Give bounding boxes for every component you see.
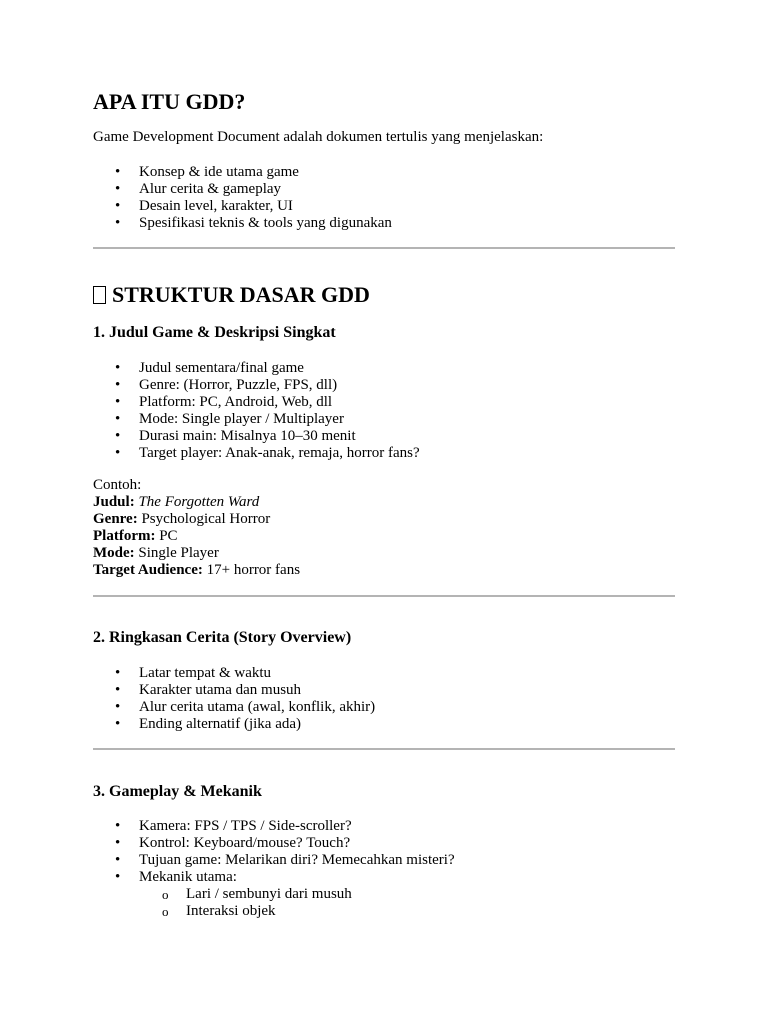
- bullet-icon: •: [115, 835, 121, 851]
- subsection-title-gameplay: 3. Gameplay & Mekanik: [93, 783, 262, 800]
- list-item: • Mode: Single player / Multiplayer: [115, 411, 344, 427]
- list-item: • Target player: Anak-anak, remaja, horror fans?: [115, 445, 420, 461]
- list-item: • Kamera: FPS / TPS / Side-scroller?: [115, 818, 352, 834]
- bullet-icon: •: [115, 360, 121, 376]
- bullet-icon: •: [115, 445, 121, 461]
- example-mode: Mode: Single Player: [93, 545, 219, 561]
- gdd-contents-list: [93, 164, 675, 232]
- example-genre: Genre: Psychological Horror: [93, 511, 271, 527]
- bullet-icon: •: [115, 699, 121, 715]
- list-item: • Latar tempat & waktu: [115, 665, 272, 681]
- list-item: o Interaksi objek: [162, 903, 276, 919]
- list-item: • Mekanik utama:: [115, 869, 237, 885]
- list-item: • Durasi main: Misalnya 10–30 menit: [115, 428, 356, 444]
- section-title-apa-itu-gdd: APA ITU GDD?: [93, 89, 246, 114]
- bullet-icon: •: [115, 428, 121, 444]
- gameplay-list: [93, 818, 675, 886]
- example-label: Contoh:: [93, 477, 142, 493]
- list-item: o Lari / sembunyi dari musuh: [162, 886, 352, 902]
- list-item: • Ending alternatif (jika ada): [115, 716, 302, 732]
- bullet-icon: •: [115, 818, 121, 834]
- bullet-icon: •: [115, 181, 121, 197]
- divider: [93, 247, 675, 249]
- circle-bullet-icon: o: [162, 887, 169, 902]
- mekanik-utama-sublist: [93, 886, 675, 920]
- circle-bullet-icon: o: [162, 904, 169, 919]
- bullet-icon: •: [115, 198, 121, 214]
- bullet-icon: •: [115, 215, 121, 231]
- bullet-icon: •: [115, 716, 121, 732]
- list-item: • Judul sementara/final game: [115, 360, 304, 376]
- divider: [93, 595, 675, 597]
- example-platform: Platform: PC: [93, 528, 178, 544]
- section-title-struktur-dasar: STRUKTUR DASAR GDD: [93, 282, 675, 308]
- list-item: • Konsep & ide utama game: [115, 164, 299, 180]
- subsection-title-ringkasan-cerita: 2. Ringkasan Cerita (Story Overview): [93, 629, 352, 646]
- bullet-icon: •: [115, 394, 121, 410]
- bullet-icon: •: [115, 682, 121, 698]
- list-item: • Alur cerita utama (awal, konflik, akhir): [115, 699, 376, 715]
- example-judul: Judul: The Forgotten Ward: [93, 494, 260, 510]
- list-item: • Karakter utama dan musuh: [115, 682, 302, 698]
- example-target-audience: Target Audience: 17+ horror fans: [93, 562, 301, 578]
- bullet-icon: •: [115, 377, 121, 393]
- judul-game-list: [93, 360, 675, 462]
- list-item: • Alur cerita & gameplay: [115, 181, 282, 197]
- subsection-title-judul-game: 1. Judul Game & Deskripsi Singkat: [93, 324, 336, 341]
- bullet-icon: •: [115, 665, 121, 681]
- example-block: [93, 477, 675, 579]
- bullet-icon: •: [115, 852, 121, 868]
- intro-paragraph: Game Development Document adalah dokumen tertulis yang menjelaskan:: [93, 129, 544, 145]
- bullet-icon: •: [115, 869, 121, 885]
- list-item: • Tujuan game: Melarikan diri? Memecahkan misteri?: [115, 852, 455, 868]
- bullet-icon: •: [115, 411, 121, 427]
- list-item: • Desain level, karakter, UI: [115, 198, 293, 214]
- list-item: • Spesifikasi teknis & tools yang digunakan: [115, 215, 392, 231]
- divider: [93, 748, 675, 750]
- missing-glyph-icon: [93, 286, 106, 304]
- list-item: • Platform: PC, Android, Web, dll: [115, 394, 333, 410]
- list-item: • Kontrol: Keyboard/mouse? Touch?: [115, 835, 351, 851]
- bullet-icon: •: [115, 164, 121, 180]
- ringkasan-cerita-list: [93, 665, 675, 733]
- list-item: • Genre: (Horror, Puzzle, FPS, dll): [115, 377, 338, 393]
